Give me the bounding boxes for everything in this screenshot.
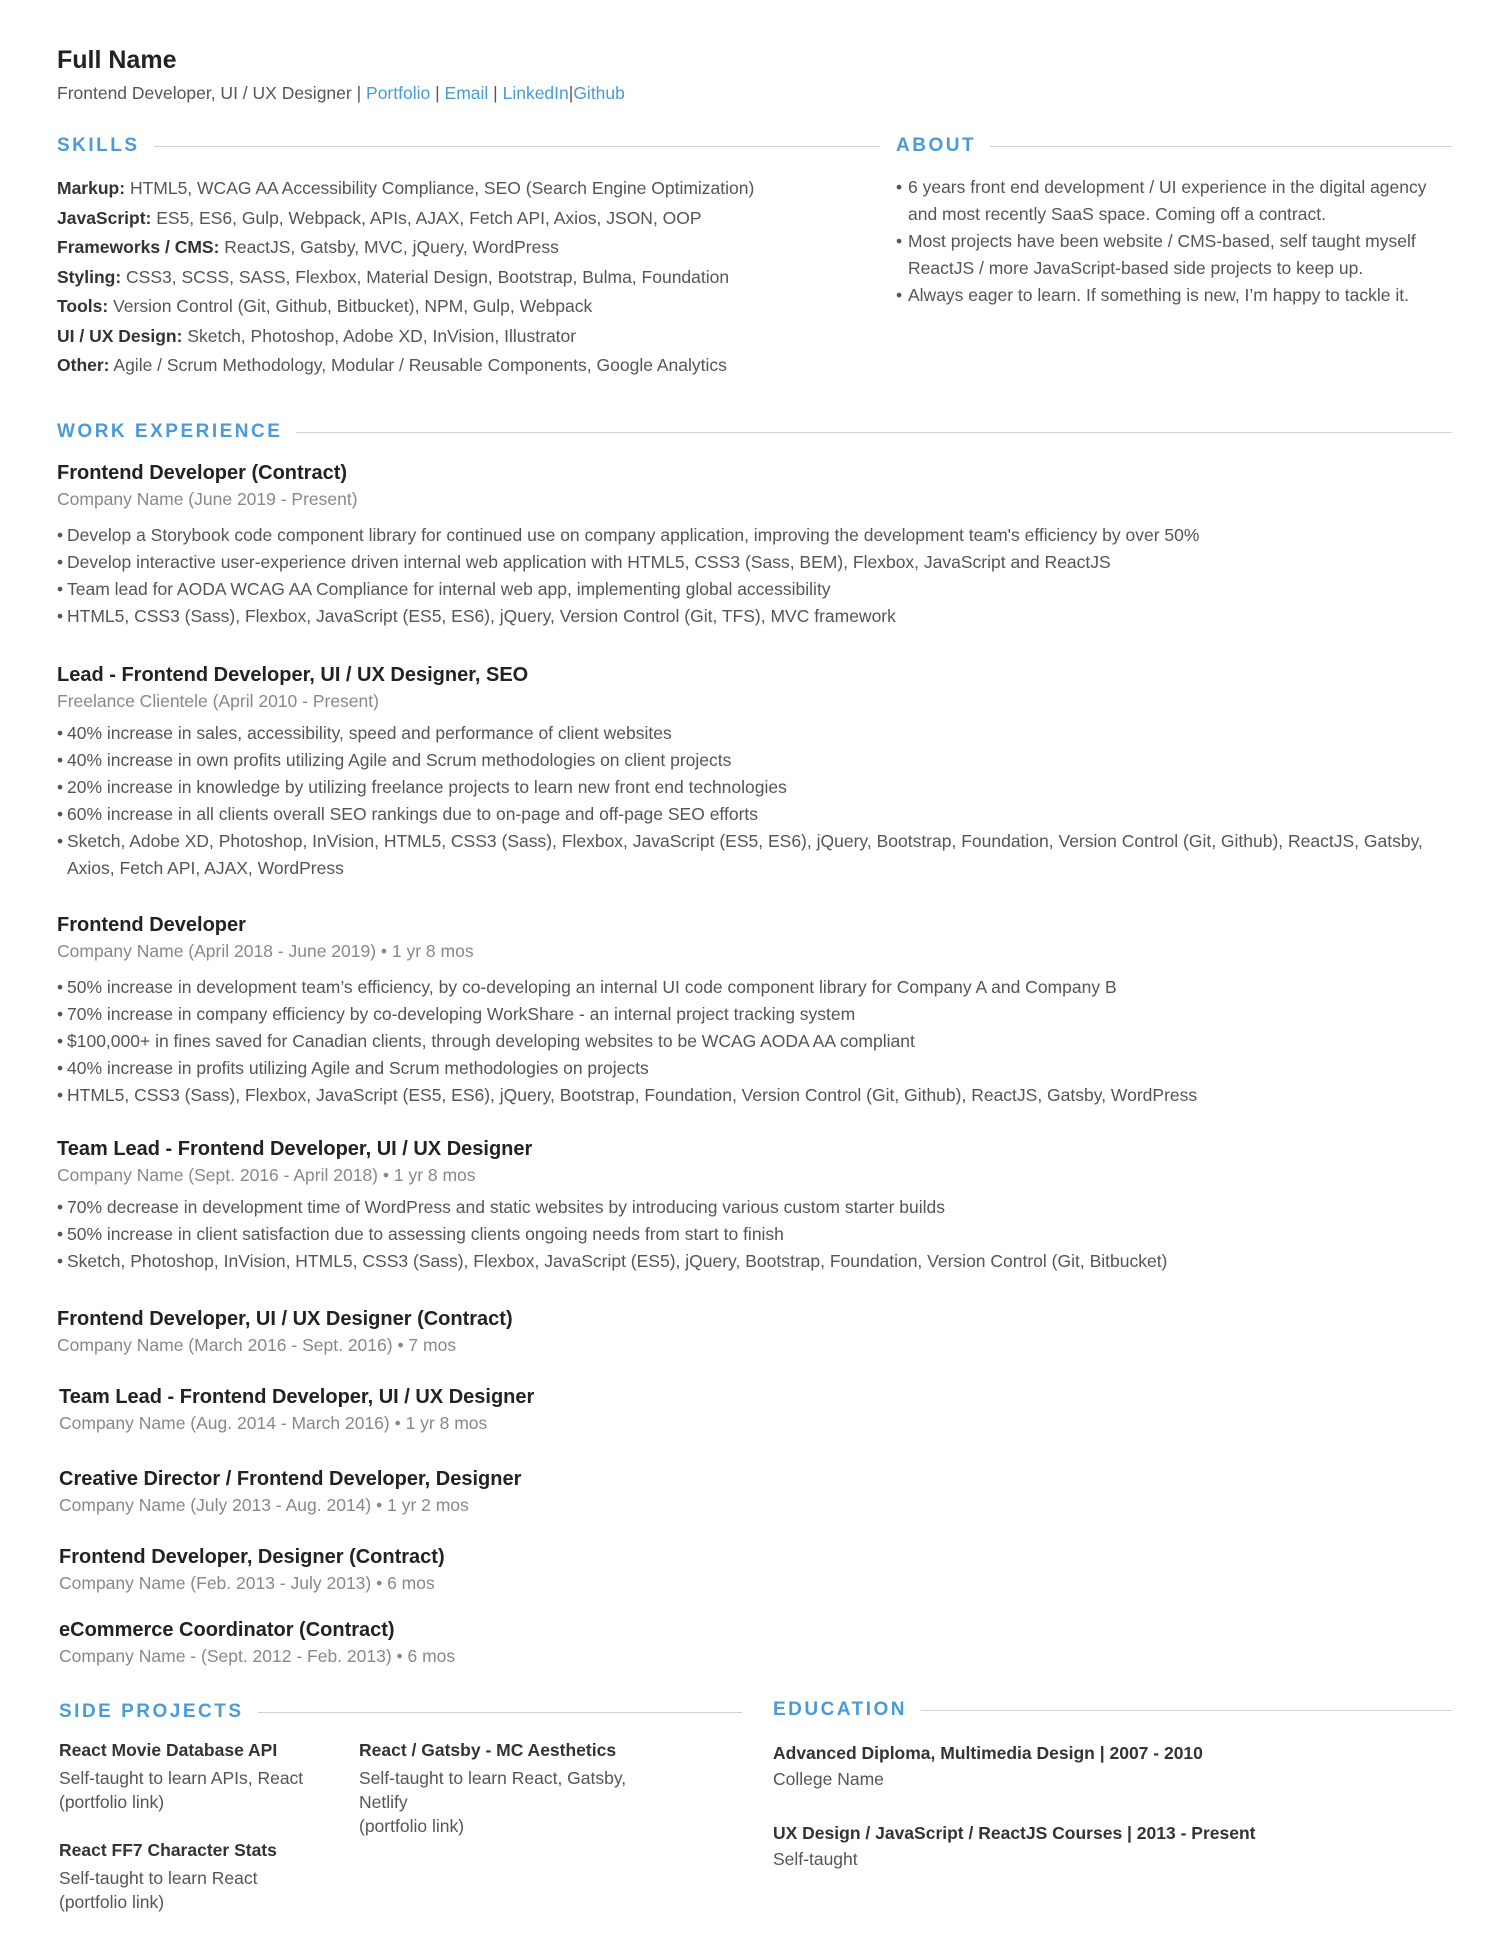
job-bullet: • HTML5, CSS3 (Sass), Flexbox, JavaScript (ES5, ES6), jQuery, Bootstrap, Foundation, Version Control (Git, Github), ReactJS, Gatsby, WordPress	[57, 1082, 1452, 1109]
job-meta: Company Name (March 2016 - Sept. 2016) • 7 mos	[57, 1335, 457, 1355]
skill-value: CSS3, SCSS, SASS, Flexbox, Material Design, Bootstrap, Bulma, Foundation	[126, 266, 730, 287]
education-title-line: UX Design / JavaScript / ReactJS Courses | 2013 - Present	[773, 1823, 1256, 1843]
job-meta: Company Name - (Sept. 2012 - Feb. 2013) • 6 mos	[59, 1646, 456, 1666]
about-item: • 6 years front end development / UI experience in the digital agency and most recently SaaS space. Coming off a contract.	[896, 174, 1452, 228]
side-projects-title: SIDE PROJECTS	[59, 1701, 244, 1722]
job-bullet: • 50% increase in client satisfaction due to assessing clients ongoing needs from start to finish	[57, 1221, 1452, 1248]
job-bullet: • Develop interactive user-experience driven internal web application with HTML5, CSS3 (Sass, BEM), Flexbox, JavaScript and ReactJS	[57, 549, 1452, 576]
side-projects-section	[59, 1700, 742, 1918]
skill-label: UI / UX Design:	[57, 325, 183, 346]
job-title: Team Lead - Frontend Developer, UI / UX Designer	[57, 1138, 533, 1160]
job-bullet: • 70% decrease in development time of WordPress and static websites by introducing various custom starter builds	[57, 1194, 1452, 1221]
job-entry	[59, 1617, 1454, 1669]
job-bullet: • $100,000+ in fines saved for Canadian clients, through developing websites to be WCAG AODA AA compliant	[57, 1028, 1452, 1055]
job-entry	[57, 1306, 1452, 1358]
separator: |	[435, 83, 440, 103]
job-title: Frontend Developer, Designer (Contract)	[59, 1546, 445, 1568]
job-bullet: • 40% increase in own profits utilizing Agile and Scrum methodologies on client projects	[57, 747, 1452, 774]
project-desc	[59, 1866, 329, 1914]
job-entry	[57, 1136, 1452, 1275]
skills-section	[57, 134, 880, 381]
job-bullet: • Sketch, Photoshop, InVision, HTML5, CSS3 (Sass), Flexbox, JavaScript (ES5), jQuery, Bootstrap, Foundation, Version Control (Git, Bitbucket)	[57, 1248, 1452, 1275]
project-title: React FF7 Character Stats	[59, 1840, 277, 1860]
job-bullet: • Team lead for AODA WCAG AA Compliance for internal web app, implementing global accessibility	[57, 576, 1452, 603]
separator: |	[568, 83, 574, 103]
education-title: EDUCATION	[773, 1699, 908, 1720]
job-bullet: • 20% increase in knowledge by utilizing freelance projects to learn new front end technologies	[57, 774, 1452, 801]
project-desc-text: Self-taught to learn React, Gatsby, Netlify	[359, 1768, 627, 1812]
skill-line	[57, 174, 880, 204]
job-bullets	[57, 522, 1452, 630]
education-item	[773, 1820, 1452, 1872]
job-entry	[59, 1544, 1454, 1596]
skill-line	[57, 322, 880, 352]
skill-value: Agile / Scrum Methodology, Modular / Reusable Components, Google Analytics	[113, 355, 727, 375]
about-item: • Most projects have been website / CMS-based, self taught myself ReactJS / more JavaScript-based side projects to keep up.	[896, 228, 1452, 282]
about-title: ABOUT	[896, 135, 977, 156]
linkedin-link[interactable]: LinkedIn	[502, 83, 569, 103]
resume-page	[57, 44, 1452, 1912]
about-section	[896, 134, 1452, 309]
education-institution: Self-taught	[773, 1849, 858, 1869]
section-divider	[258, 1712, 742, 1713]
job-bullet: • Sketch, Adobe XD, Photoshop, InVision, HTML5, CSS3 (Sass), Flexbox, JavaScript (ES5, ES6), jQuery, Bootstrap, Foundation, Version Control (Git, Github), ReactJS, Gatsby, Axios, Fetch API, AJAX, WordPress	[57, 828, 1452, 882]
job-bullet: • Develop a Storybook code component library for continued use on company application, improving the development team's efficiency by over 50%	[57, 522, 1452, 549]
job-entry	[59, 1384, 1454, 1436]
job-title: Frontend Developer (Contract)	[57, 462, 348, 484]
job-title: Lead - Frontend Developer, UI / UX Designer, SEO	[57, 664, 529, 686]
job-bullet: • 40% increase in profits utilizing Agile and Scrum methodologies on projects	[57, 1055, 1452, 1082]
section-divider	[296, 432, 1452, 433]
skill-line	[57, 263, 880, 293]
skill-label: Styling:	[57, 266, 122, 287]
project-link[interactable]: (portfolio link)	[59, 1792, 165, 1812]
section-divider	[154, 146, 880, 147]
project-desc-text: Self-taught to learn APIs, React	[59, 1768, 304, 1788]
education-title-line: Advanced Diploma, Multimedia Design | 2007 - 2010	[773, 1743, 1203, 1763]
job-bullet: • 60% increase in all clients overall SEO rankings due to on-page and off-page SEO efforts	[57, 801, 1452, 828]
job-meta: Freelance Clientele (April 2010 - Present)	[57, 691, 379, 711]
job-entry	[59, 1466, 1454, 1518]
skill-value: HTML5, WCAG AA Accessibility Compliance, SEO (Search Engine Optimization)	[129, 178, 755, 198]
work-experience-section	[57, 420, 1452, 1666]
job-title: Frontend Developer, UI / UX Designer (Contract)	[57, 1308, 513, 1330]
job-bullets	[57, 1194, 1452, 1275]
job-entry	[57, 460, 1452, 630]
job-meta: Company Name (June 2019 - Present)	[57, 489, 358, 509]
job-bullet: • 70% increase in company efficiency by co-developing WorkShare - an internal project tracking system	[57, 1001, 1452, 1028]
job-bullet: • 50% increase in development team’s efficiency, by co-developing an internal UI code component library for Company A and Company B	[57, 974, 1452, 1001]
skill-label: JavaScript:	[57, 207, 152, 228]
job-meta: Company Name (July 2013 - Aug. 2014) • 1 yr 2 mos	[59, 1495, 469, 1515]
project-title: React Movie Database API	[59, 1740, 278, 1760]
skill-value: ReactJS, Gatsby, MVC, jQuery, WordPress	[224, 237, 559, 257]
about-heading	[896, 134, 1452, 158]
skill-line	[57, 351, 880, 381]
skill-label: Tools:	[57, 296, 109, 316]
skill-label: Markup:	[57, 178, 126, 198]
skill-line	[57, 292, 880, 322]
section-divider	[921, 1710, 1452, 1711]
education-institution: College Name	[773, 1769, 884, 1789]
education-item	[773, 1740, 1452, 1792]
project-item	[59, 1738, 329, 1814]
job-title: Team Lead - Frontend Developer, UI / UX Designer	[59, 1386, 535, 1408]
job-meta: Company Name (Sept. 2016 - April 2018) • 1 yr 8 mos	[57, 1165, 476, 1185]
job-entry	[57, 662, 1452, 882]
separator: |	[493, 83, 498, 103]
job-title: Creative Director / Frontend Developer, Designer	[59, 1468, 522, 1490]
job-title: eCommerce Coordinator (Contract)	[59, 1619, 395, 1641]
job-bullets	[57, 974, 1452, 1109]
full-name: Full Name	[57, 46, 177, 74]
job-meta: Company Name (Aug. 2014 - March 2016) • 1 yr 8 mos	[59, 1413, 488, 1433]
github-link[interactable]: Github	[573, 83, 625, 103]
skill-line	[57, 204, 880, 234]
work-title: WORK EXPERIENCE	[57, 421, 283, 442]
skill-value: Version Control (Git, Github, Bitbucket), NPM, Gulp, Webpack	[113, 296, 593, 316]
skill-label: Other:	[57, 355, 110, 375]
role-text: Frontend Developer, UI / UX Designer	[57, 83, 352, 103]
email-link[interactable]: Email	[444, 83, 489, 103]
skill-line	[57, 233, 880, 263]
headline	[57, 80, 1452, 106]
separator: |	[356, 83, 362, 103]
project-link[interactable]: (portfolio link)	[359, 1816, 465, 1836]
education-section	[773, 1698, 1452, 1872]
section-divider	[990, 146, 1452, 147]
skill-value: ES5, ES6, Gulp, Webpack, APIs, AJAX, Fetch API, Axios, JSON, OOP	[156, 207, 702, 228]
skill-value: Sketch, Photoshop, Adobe XD, InVision, Illustrator	[187, 325, 577, 346]
job-bullet: • 40% increase in sales, accessibility, speed and performance of client websites	[57, 720, 1452, 747]
work-heading	[57, 420, 1452, 444]
job-entry	[57, 912, 1452, 1109]
skill-label: Frameworks / CMS:	[57, 237, 220, 257]
project-item	[59, 1838, 329, 1914]
side-projects-grid	[59, 1738, 742, 1918]
project-desc	[359, 1766, 629, 1838]
project-desc	[59, 1766, 329, 1814]
skills-list	[57, 174, 880, 381]
job-meta: Company Name (April 2018 - June 2019) • 1 yr 8 mos	[57, 941, 474, 961]
education-heading	[773, 1698, 1452, 1722]
job-title: Frontend Developer	[57, 914, 246, 936]
skills-heading	[57, 134, 880, 158]
portfolio-link[interactable]: Portfolio	[366, 83, 431, 103]
about-list	[896, 174, 1452, 309]
project-link[interactable]: (portfolio link)	[59, 1892, 165, 1912]
project-item	[359, 1738, 629, 1838]
job-bullets	[57, 720, 1452, 882]
job-bullet: • HTML5, CSS3 (Sass), Flexbox, JavaScript (ES5, ES6), jQuery, Version Control (Git, TFS), MVC framework	[57, 603, 1452, 630]
project-title: React / Gatsby - MC Aesthetics	[359, 1740, 617, 1760]
about-item: • Always eager to learn. If something is new, I’m happy to tackle it.	[896, 282, 1452, 309]
project-desc-text: Self-taught to learn React	[59, 1868, 258, 1888]
side-projects-heading	[59, 1700, 742, 1724]
job-meta: Company Name (Feb. 2013 - July 2013) • 6 mos	[59, 1573, 435, 1593]
skills-title: SKILLS	[57, 135, 140, 156]
